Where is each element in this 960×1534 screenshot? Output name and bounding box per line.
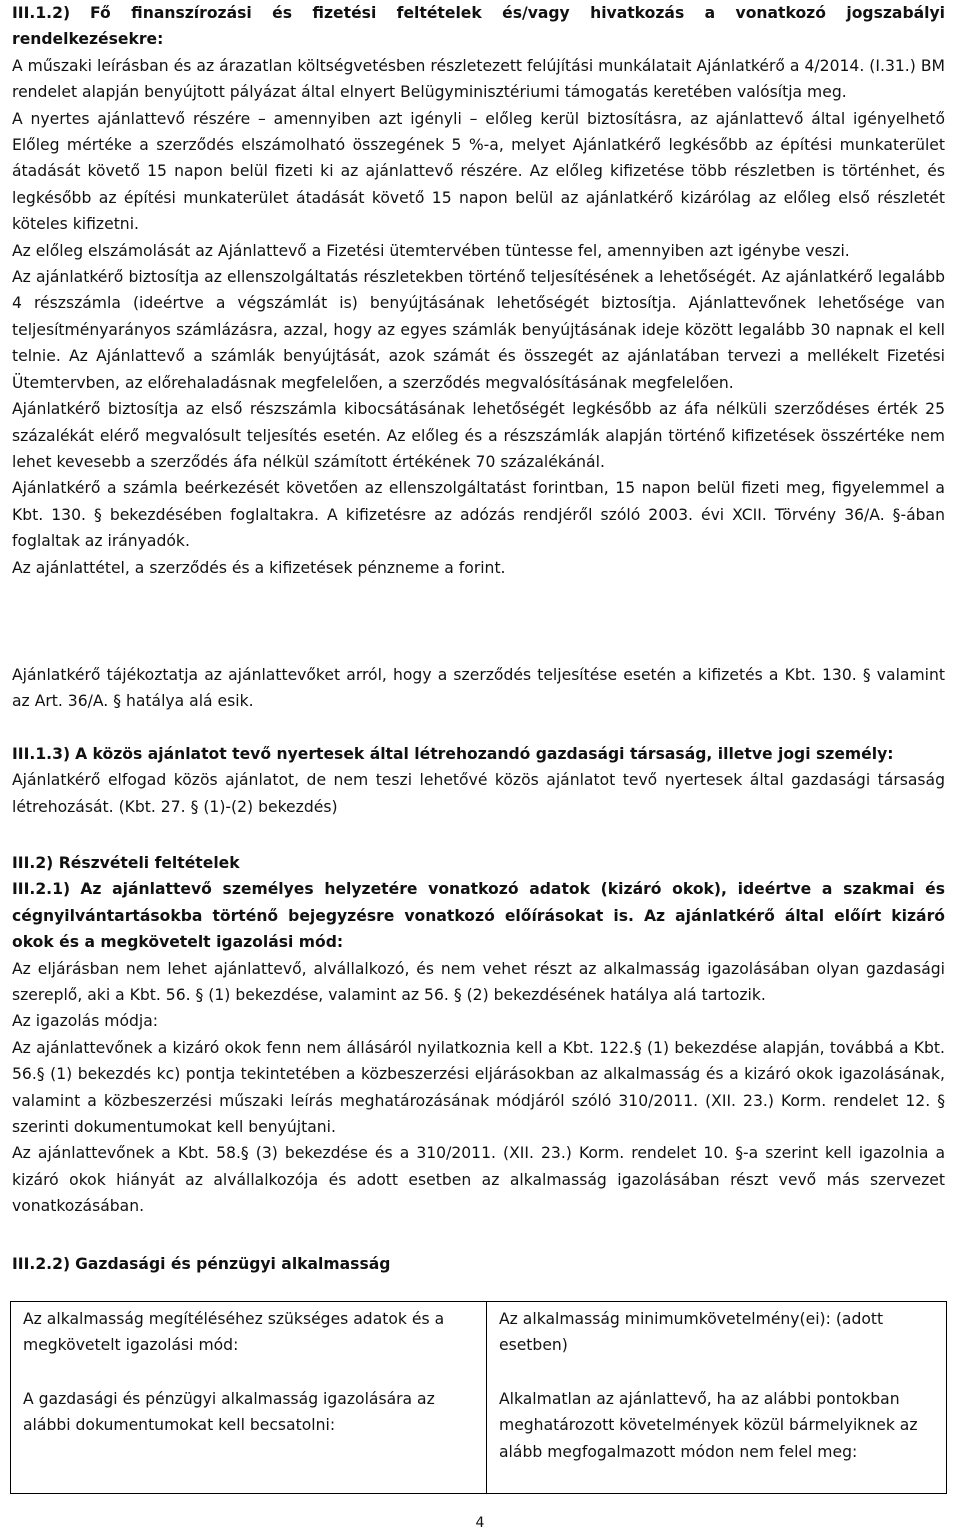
paragraph: Ajánlatkérő tájékoztatja az ajánlattevőket arról, hogy a szerződés teljesítése esetén a kifizetés a Kbt. 130. § valamint az Art. 36/A. § hatálya alá esik. [12, 666, 945, 711]
paragraph: Az ajánlattevőnek a kizáró okok fenn nem állásáról nyilatkoznia kell a Kbt. 122.§ (1) bekezdése alapján, továbbá a Kbt. 56.§ (1) bekezdés kc) pontja tekintetében a közbeszerzési eljárásokban az alkalmasság és a kizáró okok igazolásának, valamint a közbeszerzési műszaki leírás meghatározásának módjáról szóló 310/2011. (XII. 23.) Korm. rendelet 12. § szerinti dokumentumokat kell benyújtani. [12, 1038, 945, 1137]
paragraph: Az ajánlattevőnek a Kbt. 58.§ (3) bekezdése és a 310/2011. (XII. 23.) Korm. rendelet 10. §-a szerint kell igazolnia a kizáró okok hiányát az alvállalkozója és adott esetben az alkalmasság igazolásában részt vevő más szervezet vonatkozásában. [12, 1144, 945, 1216]
paragraph: Az ajánlattétel, a szerződés és a kifizetések pénzneme a forint. [12, 558, 506, 577]
section-heading: III.2) Részvételi feltételek [12, 854, 240, 872]
paragraph: Ajánlatkérő a számla beérkezését követően az ellenszolgáltatást forintban, 15 napon belül fizeti meg, figyelemmel a Kbt. 130. § bekezdésében foglaltakra. A kifizetésre az adózás rendjéről szóló 2003. évi XCII. Törvény 36/A. §-ában foglaltak az irányadók. [12, 479, 945, 551]
paragraph: Az előleg elszámolását az Ajánlattevő a Fizetési ütemtervében tüntesse fel, amennyiben azt igénybe veszi. [12, 241, 850, 260]
paragraph: Ajánlatkérő elfogad közös ajánlatot, de nem teszi lehetővé közös ajánlatot tevő nyertesek által gazdasági társaság létrehozását. (Kbt. 27. § (1)-(2) bekezdés) [12, 771, 945, 816]
table-cell-required-data [11, 1302, 487, 1494]
paragraph: A nyertes ajánlattevő részére – amennyiben azt igényli – előleg kerül biztosításra, az ajánlattevő által igényelhető Előleg mértéke a szerződés elszámolható összegének 5 %-a, melyet Ajánlatkérő legkésőbb az építési munkaterület átadását követő 15 napon belül fizeti ki az ajánlattevő részére. Az előleg kifizetése több részletben is történhet, és legkésőbb az építési munkaterület átadását követő 15 napon belül az ajánlatkérő kizárólag az előleg első részletét köteles kifizetni. [12, 109, 945, 234]
section-number: III.1.2) [12, 4, 71, 22]
cell-text: Az alkalmasság minimumkövetelmény(ei): (adott esetben) [499, 1310, 884, 1355]
subsection-heading [12, 876, 945, 955]
subsection-number: III.2.1) [12, 880, 71, 899]
section-number: III.1.3) [12, 745, 71, 763]
section-iii-1-3 [12, 741, 945, 820]
section-heading [12, 0, 945, 53]
cell-text: Az alkalmasság megítéléséhez szükséges adatok és a megkövetelt igazolási mód: [23, 1310, 445, 1355]
section-title: Fő finanszírozási és fizetési feltételek és/vagy hivatkozás a vonatkozó jogszabályi rendelkezésekre: [12, 4, 945, 49]
section-heading [12, 1251, 945, 1277]
section-iii-2-2 [12, 1251, 945, 1277]
section-title: A közös ajánlatot tevő nyertesek által létrehozandó gazdasági társaság, illetve jogi személy: [75, 745, 894, 763]
paragraph: Az ajánlatkérő biztosítja az ellenszolgáltatás részletekben történő teljesítésének a lehetőségét. Az ajánlatkérő legalább 4 részszámla (ideértve a végszámlát is) benyújtásának lehetőségét biztosítja. Ajánlattevőnek lehetősége van teljesítményarányos számlázásra, azzal, hogy az egyes számlák benyújtásának ideje között legalább 30 napnak el kell telnie. Az Ajánlattevő a számlák benyújtását, azok számát és összegét az ajánlatában tervezi a mellékelt Fizetési Ütemtervben, az előrehaladásnak megfelelően, a szerződés megvalósításának megfelelően. [12, 268, 945, 392]
section-iii-1-2 [12, 0, 945, 581]
eligibility-table [10, 1301, 947, 1494]
section-number: III.2.2) [12, 1255, 71, 1273]
page-number: 4 [475, 1515, 485, 1531]
payment-notice [12, 662, 945, 715]
paragraph: Az igazolás módja: [12, 1012, 159, 1031]
paragraph: Az eljárásban nem lehet ajánlattevő, alvállalkozó, és nem vehet részt az alkalmasság igazolásában olyan gazdasági szereplő, aki a Kbt. 56. § (1) bekezdése, valamint az 56. § (2) bekezdésének hatálya alá tartozik. [12, 959, 945, 1005]
table-cell-minimum-requirements [487, 1302, 947, 1494]
subsection-title: Az ajánlattevő személyes helyzetére vonatkozó adatok (kizáró okok), ideértve a szakmai és cégnyilvántartásokba történő bejegyzésre vonatkozó előírásokat is. Az ajánlatkérő által előírt kizáró okok és a megkövetelt igazolási mód: [12, 880, 945, 952]
section-heading [12, 741, 945, 767]
table-row [11, 1302, 947, 1494]
cell-text: A gazdasági és pénzügyi alkalmasság igazolására az alábbi dokumentumokat kell becsatolni: [23, 1389, 435, 1435]
section-iii-2 [12, 850, 945, 1220]
paragraph: Ajánlatkérő biztosítja az első részszámla kibocsátásának lehetőségét legkésőbb az áfa nélküli szerződéses érték 25 százalékát elérő megvalósult teljesítés esetén. Az előleg és a részszámlák alapján történő kifizetések összértéke nem lehet kevesebb a szerződés áfa nélkül számított értékének 70 százalékánál. [12, 400, 945, 471]
paragraph: A műszaki leírásban és az árazatlan költségvetésben részletezett felújítási munkálatait Ajánlatkérő a 4/2014. (I.31.) BM rendelet alapján benyújtott pályázat által elnyert Belügyminisztériumi támogatás keretében valósítja meg. [12, 56, 945, 102]
cell-text: Alkalmatlan az ajánlattevő, ha az alábbi pontokban meghatározott követelmények közül bármelyiknek az alább megfogalmazott módon nem felel meg: [499, 1389, 918, 1461]
section-title: Gazdasági és pénzügyi alkalmasság [75, 1255, 391, 1273]
